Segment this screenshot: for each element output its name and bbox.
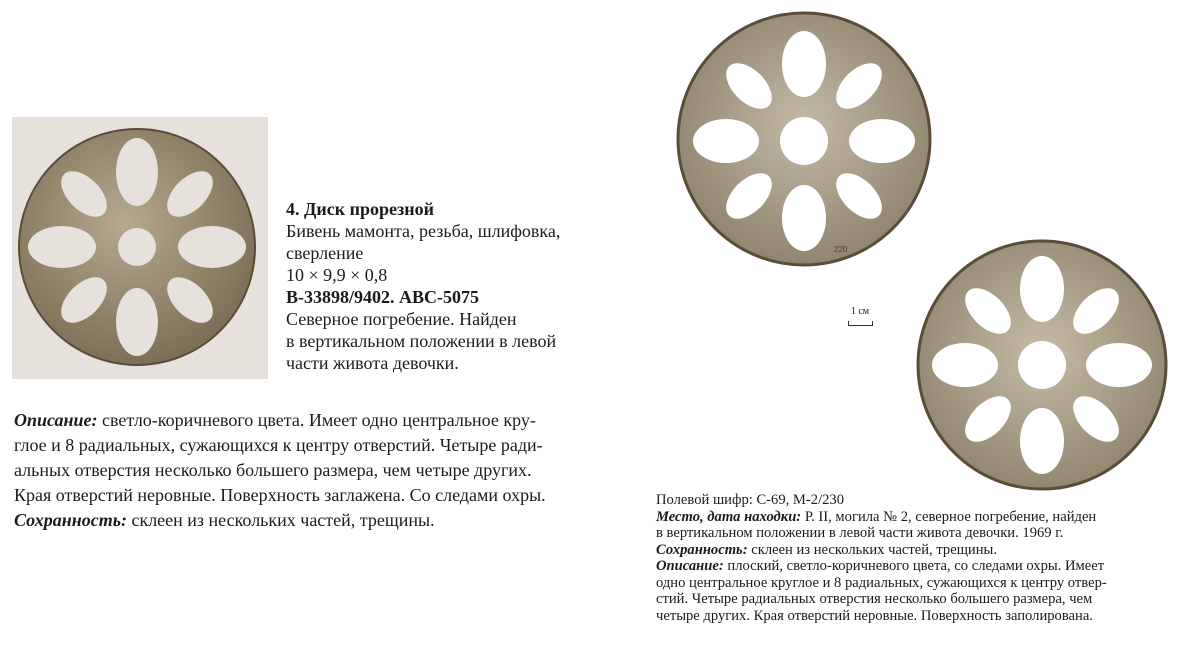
catalog-entry: [286, 198, 646, 374]
description-label: Описание:: [14, 410, 98, 430]
dimensions: 10 × 9,9 × 0,8: [286, 265, 388, 285]
field-record: [656, 492, 1186, 624]
field-code: Полевой шифр: С-69, М-2/230: [656, 492, 845, 508]
material-line: сверление: [286, 243, 364, 263]
field-description-first-line: [656, 558, 1186, 575]
material-line: Бивень мамонта, резьба, шлифовка,: [286, 221, 561, 241]
scale-bracket: [848, 321, 873, 326]
preservation-label: Сохранность:: [14, 510, 127, 530]
context-line: Северное погребение. Найден: [286, 309, 517, 329]
field-description-line: четыре других. Края отверстий неровные. Поверхность заполирована.: [656, 607, 1093, 624]
disc-right-top-image: [664, 6, 948, 270]
catalog-heading: 4. Диск прорезной: [286, 199, 434, 219]
description-line: альных отверстия несколько большего размера, чем четыре других.: [14, 460, 532, 480]
field-preservation-label: Сохранность:: [656, 541, 748, 558]
specimen-mark: 220: [834, 245, 848, 254]
disc-left-image: [12, 117, 268, 379]
context-line: в вертикальном положении в левой: [286, 331, 557, 351]
disc-photo-right-top: [664, 6, 948, 270]
field-description-label: Описание:: [656, 558, 724, 574]
preservation-text: склеен из нескольких частей, трещины.: [131, 510, 435, 530]
field-description-line: стий. Четыре радиальных отверстия несколько большего размера, чем: [656, 591, 1093, 607]
description-first-line: [14, 408, 644, 433]
place-text: Р. II, могила № 2, северное погребение, найден: [804, 508, 1097, 525]
field-preservation-line: [656, 542, 1186, 559]
preservation-line: [14, 508, 644, 533]
scale-label: 1 см: [850, 306, 870, 317]
description-line: Края отверстий неровные. Поверхность заглажена. Со следами охры.: [14, 485, 546, 505]
description-block: [14, 408, 644, 533]
place-first-line: [656, 509, 1186, 526]
disc-right-bottom-image: [902, 237, 1188, 495]
context-line: части живота девочки.: [286, 353, 459, 373]
description-line: глое и 8 радиальных, сужающихся к центру отверстий. Четыре ради-: [14, 435, 543, 455]
place-label: Место, дата находки:: [656, 508, 802, 525]
field-description-text: плоский, светло-коричневого цвета, со следами охры. Имеет: [727, 558, 1105, 574]
description-text: светло-коричневого цвета. Имеет одно центральное кру-: [102, 410, 536, 430]
field-preservation-text: склеен из нескольких частей, трещины.: [751, 541, 997, 558]
inventory-number: В-33898/9402. АВС-5075: [286, 287, 479, 307]
place-line: в вертикальном положении в левой части живота девочки. 1969 г.: [656, 525, 1064, 541]
disc-photo-right-bottom: [902, 237, 1188, 495]
scale-bar: [845, 306, 875, 328]
disc-photo-left: [12, 117, 268, 379]
field-description-line: одно центральное круглое и 8 радиальных, сужающихся к центру отвер-: [656, 574, 1107, 591]
